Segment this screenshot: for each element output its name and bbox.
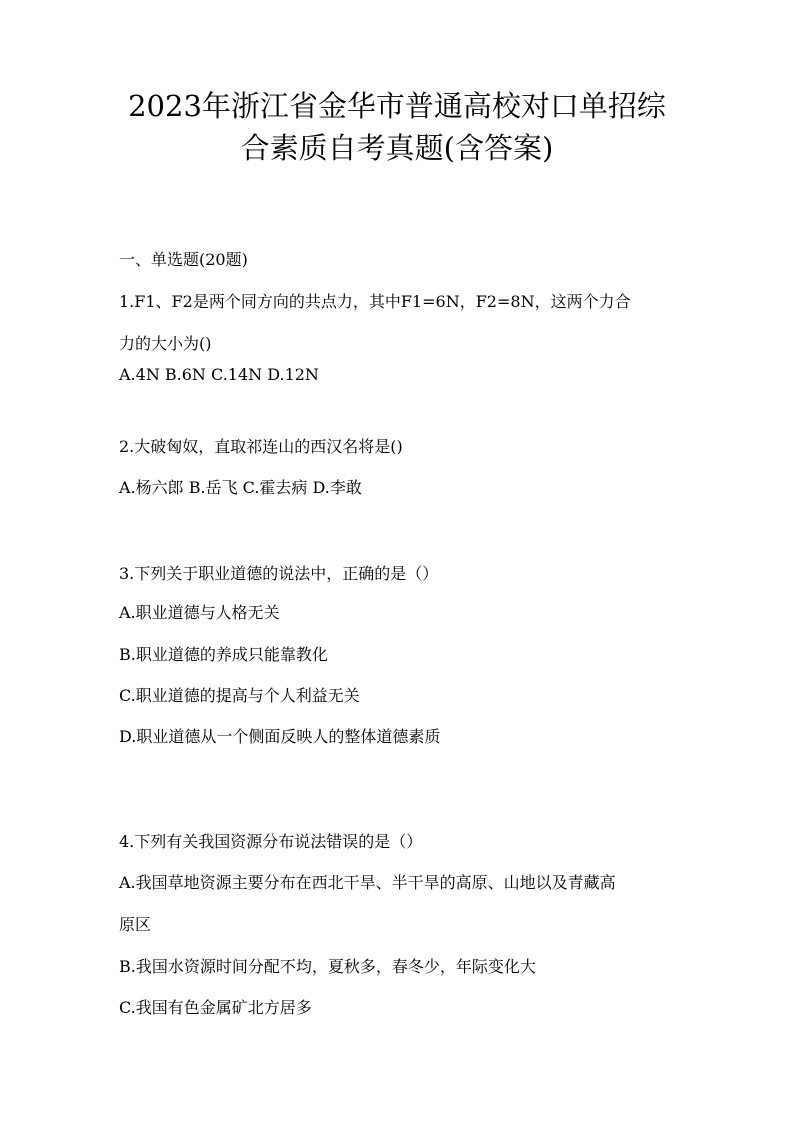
question-3-option-d: D.职业道德从一个侧面反映人的整体道德素质 [119,727,441,746]
question-4-option-c: C.我国有色金属矿北方居多 [119,998,312,1017]
question-4-option-a-line-1: A.我国草地资源主要分布在西北干旱、半干旱的高原、山地以及青藏高 [119,873,616,892]
question-1-options: A.4N B.6N C.14N D.12N [119,365,319,384]
question-1-stem-line-2: 力的大小为() [119,334,212,353]
question-4-option-b: B.我国水资源时间分配不均，夏秋多，春冬少，年际变化大 [119,957,536,976]
question-4-stem: 4.下列有关我国资源分布说法错误的是（） [119,832,423,851]
question-2-options: A.杨六郎 B.岳飞 C.霍去病 D.李敢 [119,478,362,497]
question-3-option-a: A.职业道德与人格无关 [119,603,280,622]
question-3-option-c: C.职业道德的提高与个人利益无关 [119,686,360,705]
question-1-stem-line-1: 1.F1、F2是两个同方向的共点力，其中F1=6N，F2=8N，这两个力合 [119,292,631,311]
document-title-line-1: 2023年浙江省金华市普通高校对口单招综 [128,89,666,123]
question-2-stem: 2.大破匈奴，直取祁连山的西汉名将是() [119,437,403,456]
question-3-option-b: B.职业道德的养成只能靠教化 [119,645,328,664]
question-4-option-a-line-2: 原区 [119,915,152,934]
section-heading: 一、单选题(20题) [119,250,248,269]
document-title-line-2: 合素质自考真题(含答案) [240,131,554,165]
question-3-stem: 3.下列关于职业道德的说法中，正确的是（） [119,564,439,583]
